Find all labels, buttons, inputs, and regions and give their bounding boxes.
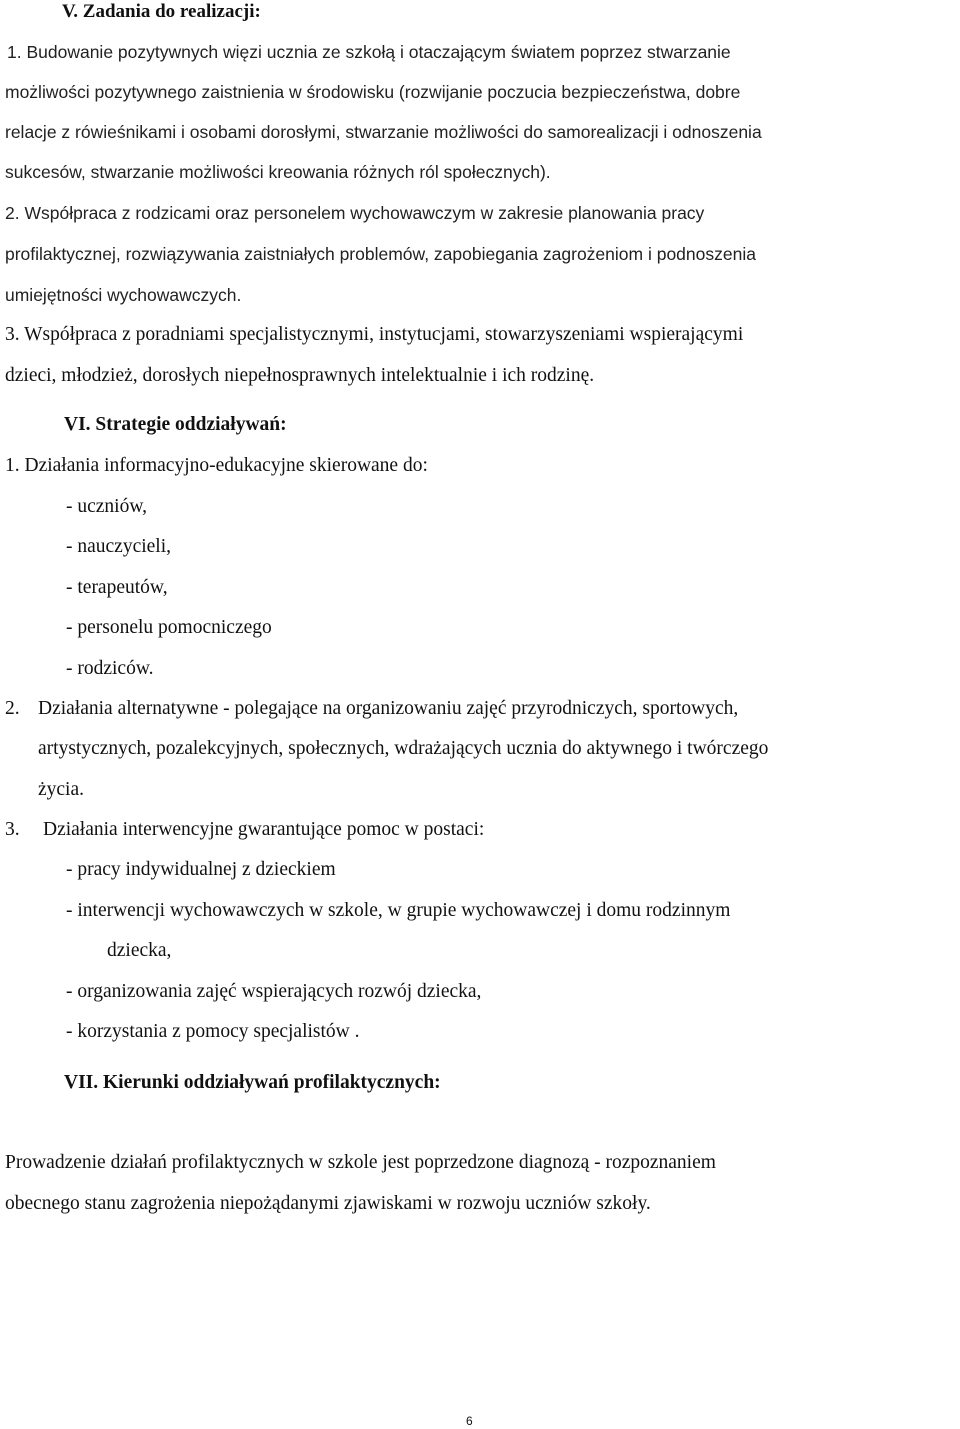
vi-item-2-number: 2. bbox=[5, 698, 20, 719]
v-item-1-line-1: 1. Budowanie pozytywnych więzi ucznia ze szkołą i otaczającym światem poprzez stwarzanie bbox=[7, 42, 731, 62]
vi-item-2-line-2: artystycznych, pozalekcyjnych, społecznych, wdrażających ucznia do aktywnego i twórczego bbox=[38, 738, 769, 759]
vi-item-1-sub-4: - personelu pomocniczego bbox=[66, 617, 272, 638]
page-number: 6 bbox=[466, 1414, 473, 1428]
vi-item-1-sub-3: - terapeutów, bbox=[66, 577, 168, 598]
vi-item-1-sub-2: - nauczycieli, bbox=[66, 536, 172, 557]
section-vi-heading: VI. Strategie oddziaływań: bbox=[64, 414, 287, 435]
vi-item-3-sub-1: - pracy indywidualnej z dzieckiem bbox=[66, 859, 336, 880]
vi-item-3-sub-2-line-1: - interwencji wychowawczych w szkole, w grupie wychowawczej i domu rodzinnym bbox=[66, 900, 731, 921]
v-item-3-line-1: 3. Współpraca z poradniami specjalistycznymi, instytucjami, stowarzyszeniami wspierającymi bbox=[5, 324, 744, 345]
section-v-heading: V. Zadania do realizacji: bbox=[62, 1, 261, 22]
v-item-1-line-4: sukcesów, stwarzanie możliwości kreowania różnych ról społecznych). bbox=[5, 162, 551, 182]
vi-item-2-line-3: życia. bbox=[38, 779, 85, 800]
v-item-2-line-3: umiejętności wychowawczych. bbox=[5, 285, 242, 305]
vi-item-2-line-1: Działania alternatywne - polegające na organizowaniu zajęć przyrodniczych, sportowych, bbox=[38, 698, 739, 719]
v-item-2-line-1: 2. Współpraca z rodzicami oraz personelem wychowawczym w zakresie planowania pracy bbox=[5, 203, 705, 223]
v-item-2-line-2: profilaktycznej, rozwiązywania zaistniałych problemów, zapobiegania zagrożeniom i podnoszenia bbox=[5, 244, 756, 264]
v-item-3-line-2: dzieci, młodzież, dorosłych niepełnosprawnych intelektualnie i ich rodzinę. bbox=[5, 365, 595, 386]
vi-item-3-sub-4: - korzystania z pomocy specjalistów . bbox=[66, 1021, 360, 1042]
vi-item-3-title: Działania interwencyjne gwarantujące pomoc w postaci: bbox=[43, 819, 485, 840]
v-item-1-line-3: relacje z rówieśnikami i osobami dorosłymi, stwarzanie możliwości do samorealizacji i odnoszenia bbox=[5, 122, 762, 142]
vi-item-1-sub-5: - rodziców. bbox=[66, 658, 154, 679]
vii-text-line-1: Prowadzenie działań profilaktycznych w szkole jest poprzedzone diagnozą - rozpoznaniem bbox=[5, 1152, 716, 1173]
vi-item-3-sub-3: - organizowania zajęć wspierających rozwój dziecka, bbox=[66, 981, 482, 1002]
vii-text-line-2: obecnego stanu zagrożenia niepożądanymi zjawiskami w rozwoju uczniów szkoły. bbox=[5, 1193, 651, 1214]
section-vii-heading: VII. Kierunki oddziaływań profilaktycznych: bbox=[64, 1072, 441, 1093]
vi-item-1-sub-1: - uczniów, bbox=[66, 496, 148, 517]
vi-item-3-sub-2-line-2: dziecka, bbox=[107, 940, 172, 961]
vi-item-1-title: 1. Działania informacyjno-edukacyjne skierowane do: bbox=[5, 455, 428, 476]
vi-item-3-number: 3. bbox=[5, 819, 20, 840]
v-item-1-line-2: możliwości pozytywnego zaistnienia w środowisku (rozwijanie poczucia bezpieczeństwa, dobre bbox=[5, 82, 741, 102]
